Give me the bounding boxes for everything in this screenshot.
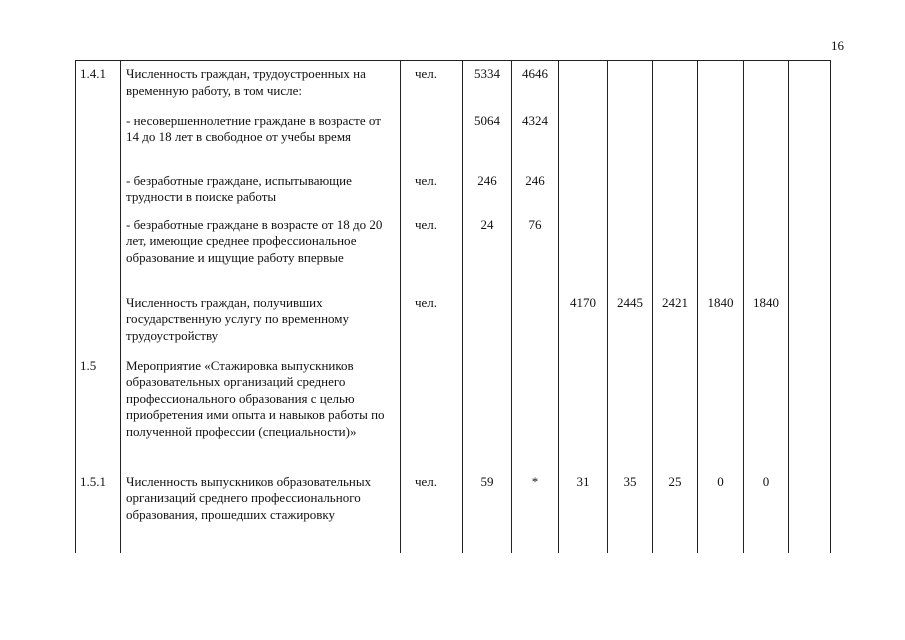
value-cell xyxy=(512,290,559,353)
value-cell xyxy=(744,353,789,469)
page-number: 16 xyxy=(831,38,844,53)
value-cell xyxy=(744,61,789,108)
value-cell xyxy=(559,108,608,168)
value-cell xyxy=(789,212,831,290)
row-number-cell xyxy=(76,212,121,290)
value-cell xyxy=(789,61,831,108)
value-cell: 4170 xyxy=(559,290,608,353)
row-unit-cell: чел. xyxy=(401,469,463,553)
value-cell xyxy=(559,353,608,469)
value-cell: 246 xyxy=(512,168,559,212)
value-cell xyxy=(608,61,653,108)
value-cell xyxy=(608,168,653,212)
table-row xyxy=(76,108,831,168)
value-cell: 76 xyxy=(512,212,559,290)
value-cell xyxy=(789,353,831,469)
value-cell: * xyxy=(512,469,559,553)
table-row xyxy=(76,212,831,290)
row-description-cell: - безработные граждане, испытывающие трудности в поиске работы xyxy=(121,168,401,212)
value-cell xyxy=(653,212,698,290)
row-description-cell: Мероприятие «Стажировка выпускников образовательных организаций среднего профессионального образования с целью приобретения ими опыта и навыков работы по полученной профессии (специальности)» xyxy=(121,353,401,469)
value-cell xyxy=(744,108,789,168)
value-cell xyxy=(698,61,744,108)
table-row xyxy=(76,61,831,108)
value-cell xyxy=(789,108,831,168)
value-cell: 25 xyxy=(653,469,698,553)
row-number-cell xyxy=(76,290,121,353)
value-cell xyxy=(512,353,559,469)
value-cell: 5064 xyxy=(463,108,512,168)
value-cell: 31 xyxy=(559,469,608,553)
indicators-table xyxy=(75,60,831,553)
value-cell: 35 xyxy=(608,469,653,553)
value-cell xyxy=(789,469,831,553)
row-unit-cell: чел. xyxy=(401,212,463,290)
value-cell: 2445 xyxy=(608,290,653,353)
value-cell xyxy=(744,212,789,290)
value-cell xyxy=(789,168,831,212)
row-description-cell: - безработные граждане в возрасте от 18 до 20 лет, имеющие среднее профессиональное образование и ищущие работу впервые xyxy=(121,212,401,290)
table-row xyxy=(76,168,831,212)
row-unit-cell: чел. xyxy=(401,168,463,212)
table-row xyxy=(76,353,831,469)
value-cell: 1840 xyxy=(744,290,789,353)
row-number-cell: 1.5.1 xyxy=(76,469,121,553)
value-cell: 1840 xyxy=(698,290,744,353)
value-cell: 5334 xyxy=(463,61,512,108)
row-unit-cell: чел. xyxy=(401,61,463,108)
value-cell xyxy=(653,168,698,212)
value-cell: 0 xyxy=(698,469,744,553)
value-cell: 4646 xyxy=(512,61,559,108)
value-cell xyxy=(698,353,744,469)
table-body xyxy=(76,61,831,553)
row-number-cell xyxy=(76,108,121,168)
value-cell xyxy=(789,290,831,353)
value-cell xyxy=(559,212,608,290)
value-cell: 4324 xyxy=(512,108,559,168)
value-cell xyxy=(653,61,698,108)
value-cell xyxy=(698,108,744,168)
value-cell xyxy=(744,168,789,212)
value-cell: 59 xyxy=(463,469,512,553)
value-cell xyxy=(463,353,512,469)
value-cell xyxy=(653,108,698,168)
value-cell xyxy=(608,353,653,469)
row-unit-cell xyxy=(401,353,463,469)
value-cell xyxy=(559,168,608,212)
row-description-cell: Численность граждан, трудоустроенных на временную работу, в том числе: xyxy=(121,61,401,108)
value-cell: 24 xyxy=(463,212,512,290)
value-cell xyxy=(608,212,653,290)
value-cell xyxy=(608,108,653,168)
value-cell xyxy=(559,61,608,108)
value-cell: 246 xyxy=(463,168,512,212)
row-number-cell xyxy=(76,168,121,212)
value-cell xyxy=(653,353,698,469)
table-row xyxy=(76,469,831,553)
value-cell: 0 xyxy=(744,469,789,553)
row-unit-cell: чел. xyxy=(401,290,463,353)
row-number-cell: 1.5 xyxy=(76,353,121,469)
value-cell xyxy=(463,290,512,353)
row-description-cell: Численность выпускников образовательных организаций среднего профессионального образования, прошедших стажировку xyxy=(121,469,401,553)
value-cell: 2421 xyxy=(653,290,698,353)
value-cell xyxy=(698,212,744,290)
row-description-cell: - несовершеннолетние граждане в возрасте от 14 до 18 лет в свободное от учебы время xyxy=(121,108,401,168)
table-row xyxy=(76,290,831,353)
row-description-cell: Численность граждан, получивших государственную услугу по временному трудоустройству xyxy=(121,290,401,353)
row-unit-cell xyxy=(401,108,463,168)
row-number-cell: 1.4.1 xyxy=(76,61,121,108)
value-cell xyxy=(698,168,744,212)
